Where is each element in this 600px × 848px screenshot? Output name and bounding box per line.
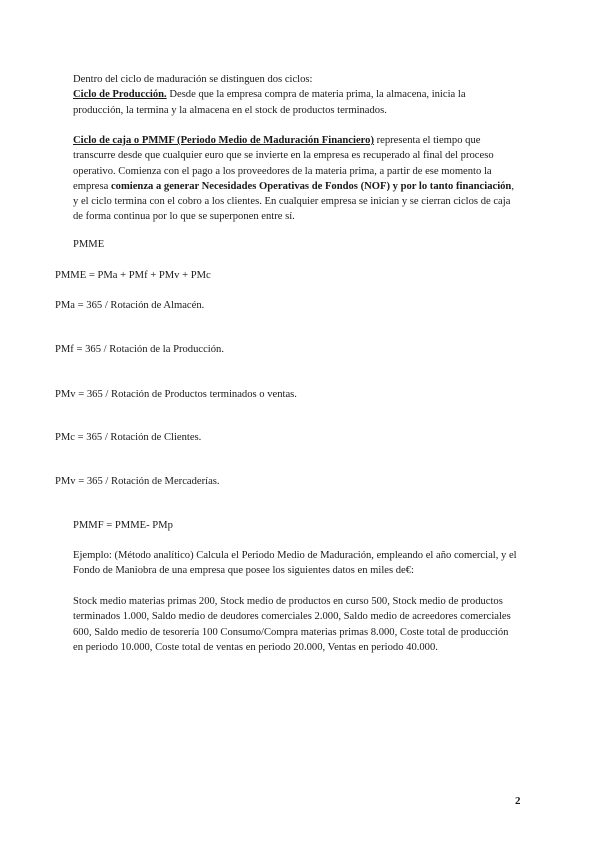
formula-pmv-mercaderias: PMv = 365 / Rotación de Mercaderías. bbox=[55, 476, 220, 487]
pmme-label: PMME bbox=[73, 239, 105, 250]
formula-pmmf: PMMF = PMME- PMp bbox=[73, 520, 173, 531]
page-number: 2 bbox=[515, 795, 521, 807]
ciclo-caja-paragraph bbox=[73, 133, 518, 225]
datos-paragraph: Stock medio materias primas 200, Stock medio de productos en curso 500, Stock medio de productos terminados 1.000, Saldo medio de deudores comerciales 2.000, Saldo medio de acreedores comerciales 600, Saldo medio de tesorería 100 Consumo/Compra materias primas 8.000, Coste total de producción en periodo 10.000, Coste total de ventas en periodo 20.000, Ventas en periodo 40.000. bbox=[73, 596, 511, 653]
ciclo-caja-bold: comienza a generar Necesidades Operativas de Fondos (NOF) y por lo tanto financiación bbox=[110, 180, 512, 192]
formula-pmv-ventas: PMv = 365 / Rotación de Productos terminados o ventas. bbox=[55, 389, 297, 400]
formula-pmme: PMME = PMa + PMf + PMv + PMc bbox=[55, 270, 211, 281]
ciclo-produccion-title: Ciclo de Producción. bbox=[73, 89, 167, 101]
formula-pmc: PMc = 365 / Rotación de Clientes. bbox=[55, 432, 202, 443]
ciclo-caja-text-1: representa el tiempo que transcurre desde que cualquier euro que se invierte en la empresa es recuperado al final del proceso operativo. Comienza con el pago a los proveedores de la materia prima, a partir de ese momento la empresa bbox=[73, 135, 494, 192]
formula-pmf: PMf = 365 / Rotación de la Producción. bbox=[55, 344, 224, 355]
ejemplo-paragraph: Ejemplo: (Método analítico) Calcula el Periodo Medio de Maduración, empleando el año comercial, y el Fondo de Maniobra de una empresa que posee los siguientes datos en miles de€: bbox=[73, 550, 517, 577]
ciclo-caja-text-2: , y el ciclo termina con el cobro a los clientes. En cualquier empresa se inician y se cierran ciclos de caja de forma continua por lo que se superponen entre sí. bbox=[73, 180, 514, 223]
intro-text: Dentro del ciclo de maduración se distinguen dos ciclos: bbox=[73, 74, 313, 85]
intro-paragraph bbox=[73, 72, 518, 118]
formula-pma: PMa = 365 / Rotación de Almacén. bbox=[55, 300, 205, 311]
ciclo-produccion-text: Desde que la empresa compra de materia prima, la almacena, inicia la producción, la termina y la almacena en el stock de productos terminados. bbox=[73, 89, 466, 116]
ciclo-caja-title: Ciclo de caja o PMMF (Periodo Medio de Maduración Financiero) bbox=[73, 135, 374, 146]
